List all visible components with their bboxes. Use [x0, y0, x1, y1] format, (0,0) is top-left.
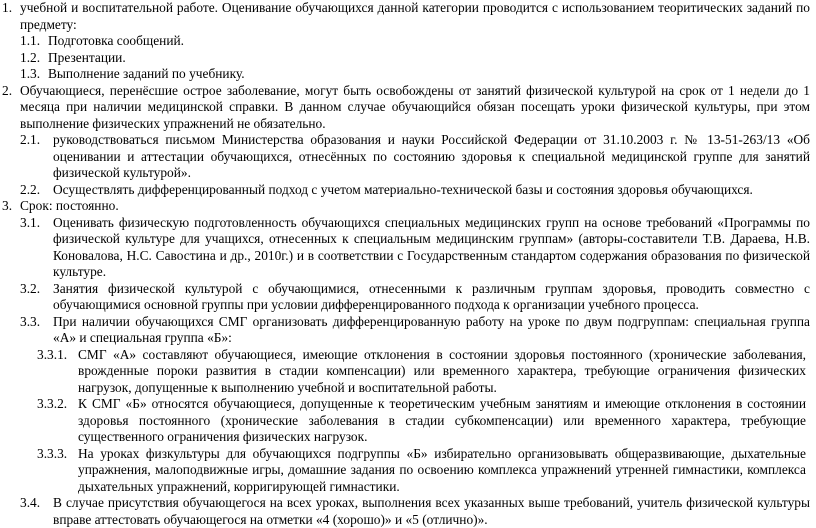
item-number: 2.2. [20, 181, 41, 197]
list-item-3 [2, 198, 810, 215]
item-number: 2.1. [20, 132, 41, 147]
item-text: учебной и воспитательной работе. Оценивание обучающихся данной категории проводится с использованием теоритических заданий по предмету: [20, 0, 810, 32]
item-number: 1.3. [20, 66, 41, 81]
item-text: Срок: постоянно. [20, 198, 119, 213]
item-number: 3.1. [20, 214, 41, 230]
list-item-1 [2, 0, 810, 33]
list-item-3-3-3 [2, 446, 810, 496]
item-text: Осуществлять дифференцированный подход с учетом материально-технической базы и состояния здоровья обучающихся. [53, 181, 753, 197]
item-text: руководствоваться письмом Министерства образования и науки Российской Федерации от 31.10.2003 г. № 13-51-263/13 «Об оценивании и аттестации обучающихся, отнесённых по состоянию здоровья к специальной медицинской группе для занятий физической культурой». [53, 132, 810, 180]
list-item-3-3-1 [2, 347, 810, 397]
item-text: Обучающиеся, перенёсшие острое заболевание, могут быть освобождены от занятий физической культурой на срок от 1 недели до 1 месяца при наличии медицинской справки. В данном случае обучающийся обязан посещать уроки физической культуры, при этом выполнение физических упражнений не обязательно. [20, 82, 810, 131]
list-item-3-3-2 [2, 396, 810, 446]
item-number: 3.3.3. [37, 445, 68, 461]
item-text: Подготовка сообщений. [48, 33, 185, 48]
item-text: Занятия физической культурой с обучающимися, отнесенными к различным группам здоровья, проводить совместно с обучающимися основной группы при условии дифференцированного подхода к организации учебного процесса. [53, 280, 810, 312]
list-item-1-2 [20, 50, 810, 67]
list-item-3-1 [2, 215, 810, 281]
item-number: 3.3. [20, 313, 41, 329]
item-number: 3. [2, 198, 13, 213]
item-text: Оценивать физическую подготовленность обучающихся специальных медицинских групп на основе требований «Программы по физической культуре для учащихся, отнесенных к специальным медицинским группам» (авторы-составители Т.В. Дараева, Н.В. Коновалова, Н.С. Савостина и др., 2010г.) и в соответствии с Государственным стандартом содержания образования по физической культуре. [53, 214, 810, 279]
list-item-1-1 [20, 33, 810, 50]
item-text: Выполнение заданий по учебнику. [48, 66, 245, 81]
item-number: 3.3.1. [37, 346, 68, 362]
item-number: 3.4. [20, 495, 41, 510]
item-number: 1.2. [20, 49, 41, 65]
item-text: В случае присутствия обучающегося на всех уроках, выполнения всех указанных выше требований, учитель физической культуры вправе аттестовать обучающегося на отметки «4 (хорошо)» и «5 (отлично)». [53, 495, 810, 527]
item-number: 3.3.2. [37, 396, 68, 411]
list-item-2-1 [2, 132, 810, 182]
item-text: На уроках физкультуры для обучающихся подгруппы «Б» избирательно организовывать общеразвивающие, дыхательные упражнения, малоподвижные игры, домашние задания по освоению комплекса упражнений утренней гимнастики, комплекса дыхательных упражнений, корригирующей гимнастики. [78, 445, 806, 494]
item-number: 1.1. [20, 33, 41, 48]
list-item-2 [2, 83, 810, 133]
item-number: 1. [2, 0, 13, 15]
item-text: При наличии обучающихся СМГ организовать дифференцированную работу на уроке по двум подгруппам: специальная группа «А» и специальная группа «Б»: [53, 313, 810, 345]
item-text: К СМГ «Б» относятся обучающиеся, допущенные к теоретическим учебным занятиям и имеющие отклонения в состоянии здоровья постоянного (хронические заболевания в стадии субкомпенсации) или временного характера, требующие существенного ограничения физических нагрузок. [78, 396, 806, 444]
item-text: Презентации. [48, 49, 126, 65]
list-item-3-2 [2, 281, 810, 314]
item-number: 2. [2, 82, 13, 98]
item-text: СМГ «А» составляют обучающиеся, имеющие отклонения в состоянии здоровья постоянного (хронические заболевания, врожденные пороки развития в стадии компенсации) или временного характера, требующие ограничения физических нагрузок, допущенные к выполнению учебной и воспитательной работы. [78, 346, 806, 395]
list-item-1-3 [20, 66, 810, 83]
list-item-2-2 [2, 182, 810, 199]
item-number: 3.2. [20, 280, 41, 296]
list-item-3-3 [2, 314, 810, 347]
list-item-3-4 [2, 495, 810, 528]
